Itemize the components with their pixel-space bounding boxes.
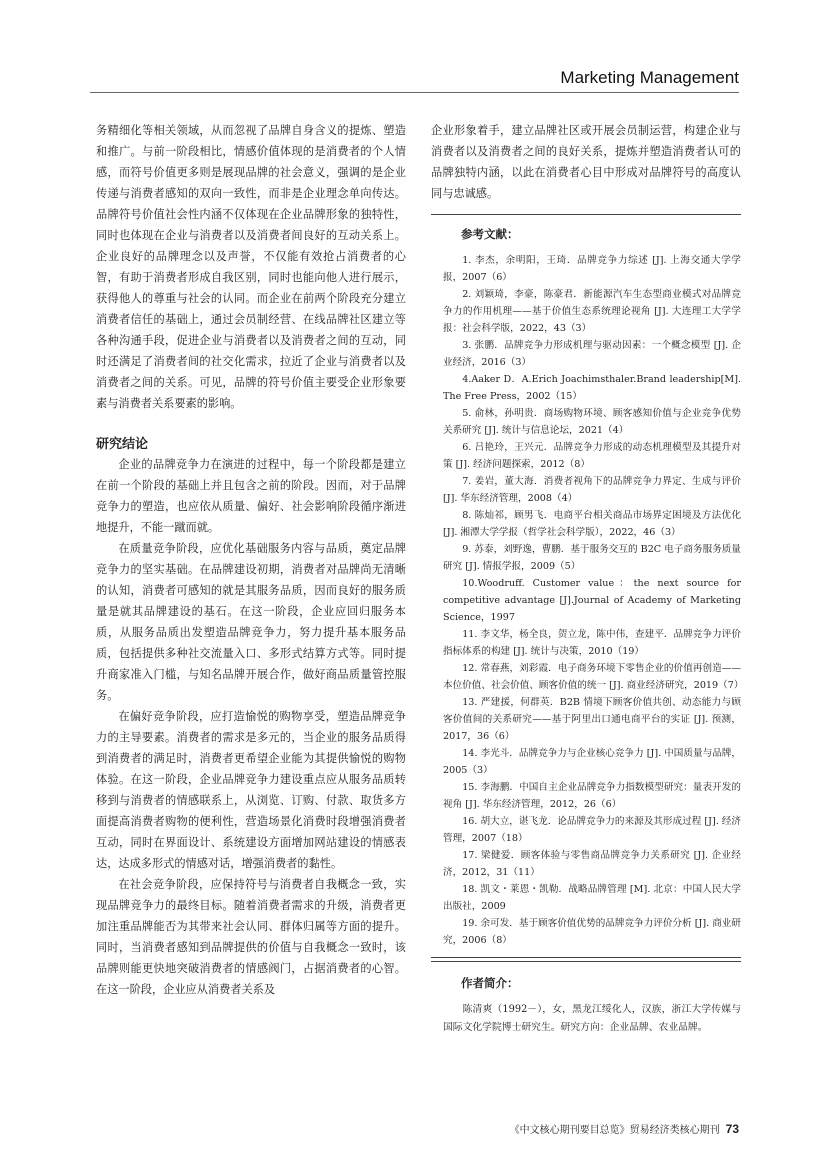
header-rule [90,92,739,93]
references-list [431,252,744,949]
reference-item: 14. 李光斗．品牌竞争力与企业核心竞争力 [J]. 中国质量与品牌，2005（3） [443,748,741,776]
reference-item: 8. 陈灿祁，顾男飞．电商平台相关商品市场界定困境及方法优化 [J]. 湘潭大学学报（哲学社会科学版），2022，46（3） [443,510,741,538]
page-number: 73 [725,1122,739,1136]
reference-item: 6. 吕艳玲，王兴元．品牌竞争力形成的动态机理模型及其提升对策 [J]. 经济问题探索，2012（8） [443,442,741,470]
reference-item: 9. 苏泰，刘野逸，曹鹏．基于服务交互的 B2C 电子商务服务质量研究 [J]. 情报学报，2009（5） [443,544,741,572]
left-column [96,120,406,1000]
reference-item: 2. 刘颖琦，李豪，陈豪君．新能源汽车生态型商业模式对品牌竞争力的作用机理——基于价值生态系统理论视角 [J]. 大连理工大学学报：社会科学版，2022，43（3） [443,289,741,334]
reference-item: 7. 姜岩，董大海．消费者视角下的品牌竞争力界定、生成与评价 [J]. 华东经济管理，2008（4） [443,476,741,504]
footer-journal: 《中文核心期刊要目总览》贸易经济类核心期刊 [509,1125,720,1136]
body-paragraph: 在偏好竞争阶段，应打造愉悦的购物享受，塑造品牌竞争力的主导要素。消费者的需求是多元的，当企业的服务品质得到消费者的满足时，消费者更希望企业能为其提供愉悦的购物体验。在这一阶段，企业品牌竞争力建设重点应从服务品质转移到与消费者的情感联系上，从浏览、订购、付款、取货多方面提高消费者购物的便利性，营造场景化消费时段增强消费者互动，同时在界面设计、系统建设方面增加网站建设的情感表达，达成多形式的情感对话，增强消费者的黏性。 [96,710,406,870]
references-top-rule [431,214,741,215]
reference-item: 4.Aaker D．A.Erich Joachimsthaler.Brand leadership[M]. The Free Press，2002（15） [443,374,741,402]
references-box [431,225,744,949]
reference-item: 3. 张鹏．品牌竞争力形成机理与驱动因素：一个概念模型 [J]. 企业经济，2016（3） [443,340,741,368]
body-paragraph: 企业形象着手，建立品牌社区或开展会员制运营，构建企业与消费者以及消费者之间的良好关系，提炼并塑造消费者认可的品牌独特内涵，以此在消费者心目中形成对品牌符号的高度认同与忠诚感。 [431,124,741,200]
author-box [431,974,741,1037]
section-heading: 研究结论 [96,436,149,451]
body-paragraph: 企业的品牌竞争力在演进的过程中，每一个阶段都是建立在前一个阶段的基础上并且包含之前的阶段。因而，对于品牌竞争力的塑造，也应依从质量、偏好、社会影响阶段循序渐进地提升，不能一蹴而就。 [96,458,406,534]
reference-item: 18. 凯文・莱恩・凯勒．战略品牌管理 [M]. 北京：中国人民大学出版社，2009 [443,884,741,912]
right-column [431,120,744,1037]
reference-item: 13. 严建援，何群英．B2B 情境下顾客价值共创、动态能力与顾客价值间的关系研究——基于阿里出口通电商平台的实证 [J]. 预测，2017，36（6） [443,697,741,742]
references-bottom-rule-2 [431,961,741,962]
author-title: 作者简介： [461,978,519,990]
reference-item: 12. 常春燕，刘彩霞．电子商务环境下零售企业的价值再创造——本位价值、社会价值、顾客价值的统一 [J]. 商业经济研究，2019（7） [443,663,744,691]
reference-item: 15. 李海鹏．中国自主企业品牌竞争力指数模型研究：量表开发的视角 [J]. 华东经济管理，2012，26（6） [443,782,741,810]
page-footer [510,1121,739,1136]
reference-item: 16. 胡大立，谌飞龙．论品牌竞争力的来源及其形成过程 [J]. 经济管理，2007（18） [443,816,741,844]
body-paragraph: 在质量竞争阶段，应优化基础服务内容与品质，奠定品牌竞争力的坚实基础。在品牌建设初期，消费者对品牌尚无清晰的认知，消费者可感知的就是其服务品质，因而良好的服务质量是就其品牌建设的基石。在这一阶段，企业应回归服务本质，从服务品质出发塑造品牌竞争力，努力提升基本服务品质，包括提供多种社交流量入口、多形式结算方式等。同时提升商家准入门槛，与知名品牌开展合作，做好商品质量管控服务。 [96,542,406,702]
references-title: 参考文献： [461,229,519,241]
reference-item: 17. 梁健爱．顾客体验与零售商品牌竞争力关系研究 [J]. 企业经济，2012，31（11） [443,850,741,878]
reference-item: 5. 俞林，孙明贵．商场购物环境、顾客感知价值与企业竞争优势关系研究 [J]. 统计与信息论坛，2021（4） [443,408,741,436]
reference-item: 11. 李文华，杨全良，贺立龙，陈中伟，查建平．品牌竞争力评价指标体系的构建 [J]. 统计与决策，2010（19） [443,629,741,657]
reference-item: 1. 李杰，余明阳，王琦．品牌竞争力综述 [J]. 上海交通大学学报，2007（6） [443,255,741,283]
references-bottom-rule [431,957,741,958]
reference-item: 10.Woodruff. Customer value：the next source for competitive advantage [J].Journal of Academy of Marketing Science，1997 [443,578,741,623]
author-bio: 陈清爽（1992－），女，黑龙江绥化人，汉族，浙江大学传媒与国际文化学院博士研究生。研究方向：企业品牌、农业品牌。 [443,1004,741,1033]
reference-item: 19. 余可发．基于顾客价值优势的品牌竞争力评价分析 [J]. 商业研究，2006（8） [443,918,741,946]
running-header-title: Marketing Management [560,68,739,87]
body-paragraph: 在社会竞争阶段，应保持符号与消费者自我概念一致，实现品牌竞争力的最终目标。随着消费者需求的升级，消费者更加注重品牌能否为其带来社会认同、群体归属等方面的提升。同时，当消费者感知到品牌提供的价值与自我概念一致时，该品牌则能更快地突破消费者的情感阀门，占据消费者的心智。在这一阶段，企业应从消费者关系及 [96,878,406,996]
body-paragraph: 务精细化等相关领域，从而忽视了品牌自身含义的提炼、塑造和推广。与前一阶段相比，情感价值体现的是消费者的个人情感，而符号价值更多则是展现品牌的社会意义，强调的是企业传递与消费者感知的双向一致性，而非是企业理念单向传达。品牌符号价值社会性内涵不仅体现在企业品牌形象的独特性，同时也体现在企业与消费者以及消费者间良好的互动关系上。企业良好的品牌理念以及声誉，不仅能有效抢占消费者的心智，有助于消费者形成自我区别，同时也能向他人进行展示，获得他人的尊重与社会的认同。而企业在前两个阶段充分建立消费者信任的基础上，通过会员制经营、在线品牌社区建立等各种沟通手段，促进企业与消费者以及消费者之间的互动，同时还满足了消费者间的社交化需求，拉近了企业与消费者以及消费者之间的关系。可见，品牌的符号价值主要受企业形象要素与消费者关系要素的影响。 [96,124,406,410]
